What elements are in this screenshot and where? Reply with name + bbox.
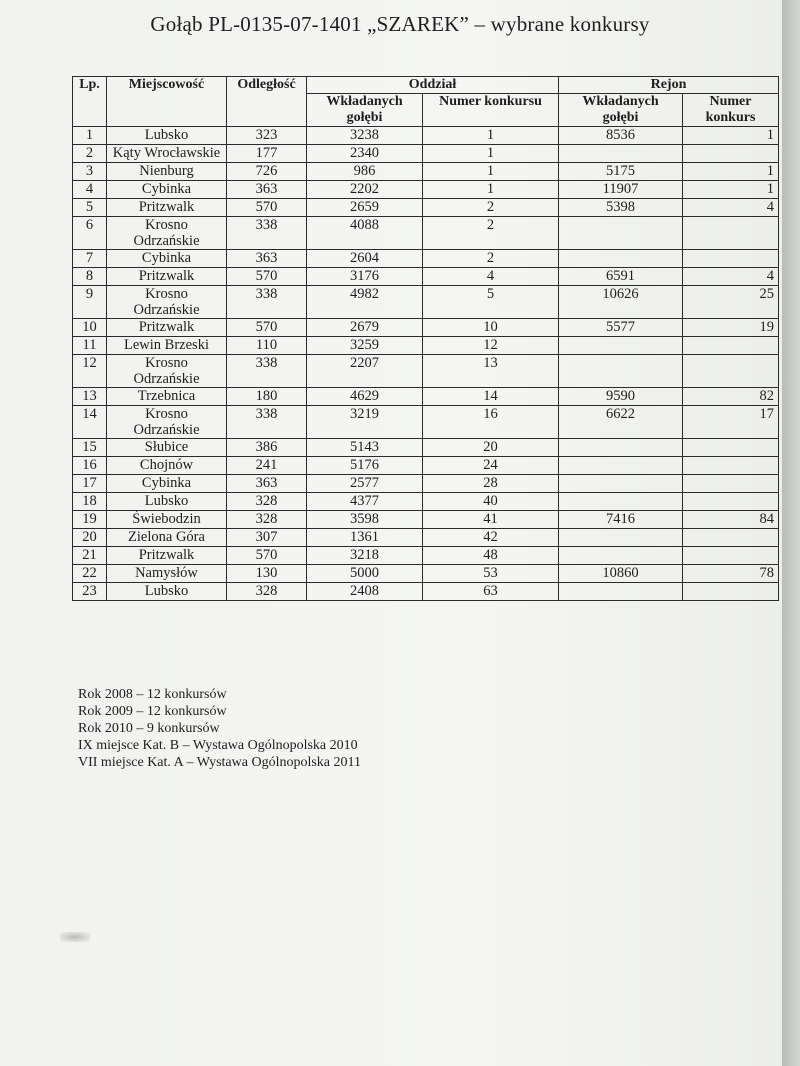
cell-birds: 1361 (307, 529, 423, 547)
cell-birds: 2604 (307, 250, 423, 268)
header-rejon-birds: Wkładanych gołębi (559, 94, 683, 127)
cell-distance: 338 (227, 406, 307, 439)
cell-rejon-contest-no: 17 (683, 406, 779, 439)
cell-place: Pritzwalk (107, 268, 227, 286)
cell-lp: 5 (73, 199, 107, 217)
table-row (73, 199, 779, 217)
cell-lp: 4 (73, 181, 107, 199)
cell-rejon-birds: 10860 (559, 565, 683, 583)
cell-contest-no: 1 (423, 145, 559, 163)
cell-contest-no: 63 (423, 583, 559, 601)
cell-rejon-contest-no: 1 (683, 163, 779, 181)
note-line: Rok 2009 – 12 konkursów (78, 704, 227, 719)
cell-rejon-birds (559, 337, 683, 355)
cell-rejon-birds (559, 250, 683, 268)
cell-rejon-contest-no (683, 439, 779, 457)
table-row (73, 511, 779, 529)
cell-contest-no: 1 (423, 181, 559, 199)
cell-place: Kąty Wrocławskie (107, 145, 227, 163)
cell-rejon-birds (559, 583, 683, 601)
cell-rejon-contest-no: 25 (683, 286, 779, 319)
cell-lp: 22 (73, 565, 107, 583)
cell-lp: 20 (73, 529, 107, 547)
cell-lp: 15 (73, 439, 107, 457)
cell-distance: 386 (227, 439, 307, 457)
header-birds: Wkładanych gołębi (307, 94, 423, 127)
table-row (73, 547, 779, 565)
cell-contest-no: 53 (423, 565, 559, 583)
cell-rejon-contest-no (683, 457, 779, 475)
cell-birds: 5000 (307, 565, 423, 583)
cell-rejon-contest-no (683, 250, 779, 268)
cell-distance: 110 (227, 337, 307, 355)
cell-rejon-contest-no: 19 (683, 319, 779, 337)
cell-lp: 23 (73, 583, 107, 601)
header-rejon: Rejon (559, 77, 779, 94)
cell-distance: 363 (227, 475, 307, 493)
cell-contest-no: 28 (423, 475, 559, 493)
cell-place: Cybinka (107, 181, 227, 199)
cell-contest-no: 20 (423, 439, 559, 457)
cell-distance: 180 (227, 388, 307, 406)
table-row (73, 493, 779, 511)
cell-birds: 2202 (307, 181, 423, 199)
header-place: Miejscowość (107, 77, 227, 127)
cell-lp: 7 (73, 250, 107, 268)
cell-rejon-birds: 10626 (559, 286, 683, 319)
cell-lp: 8 (73, 268, 107, 286)
cell-contest-no: 42 (423, 529, 559, 547)
header-contest-no: Numer konkursu (423, 94, 559, 127)
cell-birds: 3176 (307, 268, 423, 286)
cell-contest-no: 5 (423, 286, 559, 319)
cell-contest-no: 24 (423, 457, 559, 475)
cell-place: Pritzwalk (107, 547, 227, 565)
cell-rejon-contest-no (683, 529, 779, 547)
cell-rejon-contest-no (683, 355, 779, 388)
table-row (73, 145, 779, 163)
cell-rejon-contest-no: 82 (683, 388, 779, 406)
cell-rejon-birds (559, 439, 683, 457)
cell-rejon-birds: 9590 (559, 388, 683, 406)
cell-rejon-birds (559, 355, 683, 388)
cell-lp: 14 (73, 406, 107, 439)
cell-rejon-birds (559, 547, 683, 565)
note-line: Rok 2008 – 12 konkursów (78, 687, 227, 702)
cell-birds: 5143 (307, 439, 423, 457)
cell-distance: 307 (227, 529, 307, 547)
sheet-protector-edge (782, 0, 800, 1066)
cell-contest-no: 2 (423, 199, 559, 217)
cell-distance: 130 (227, 565, 307, 583)
cell-rejon-contest-no (683, 547, 779, 565)
cell-lp: 10 (73, 319, 107, 337)
cell-distance: 570 (227, 547, 307, 565)
cell-place: Pritzwalk (107, 319, 227, 337)
cell-distance: 323 (227, 127, 307, 145)
cell-distance: 570 (227, 268, 307, 286)
cell-place: Krosno Odrzańskie (107, 406, 227, 439)
cell-contest-no: 1 (423, 127, 559, 145)
cell-distance: 241 (227, 457, 307, 475)
page-title: Gołąb PL-0135-07-1401 „SZAREK” – wybrane konkursy (150, 12, 650, 36)
table-row (73, 355, 779, 388)
cell-rejon-contest-no: 84 (683, 511, 779, 529)
header-row-top (73, 77, 779, 94)
cell-rejon-birds (559, 493, 683, 511)
cell-place: Namysłów (107, 565, 227, 583)
table-row (73, 286, 779, 319)
cell-place: Lewin Brzeski (107, 337, 227, 355)
table-row (73, 181, 779, 199)
cell-lp: 2 (73, 145, 107, 163)
cell-lp: 16 (73, 457, 107, 475)
cell-birds: 2679 (307, 319, 423, 337)
cell-contest-no: 14 (423, 388, 559, 406)
cell-distance: 338 (227, 355, 307, 388)
header-distance: Odległość (227, 77, 307, 127)
cell-contest-no: 12 (423, 337, 559, 355)
cell-lp: 18 (73, 493, 107, 511)
cell-lp: 21 (73, 547, 107, 565)
cell-birds: 4377 (307, 493, 423, 511)
cell-rejon-birds (559, 145, 683, 163)
cell-lp: 11 (73, 337, 107, 355)
cell-contest-no: 1 (423, 163, 559, 181)
cell-lp: 13 (73, 388, 107, 406)
table-row (73, 163, 779, 181)
cell-place: Trzebnica (107, 388, 227, 406)
table-row (73, 457, 779, 475)
cell-rejon-birds: 6622 (559, 406, 683, 439)
cell-lp: 19 (73, 511, 107, 529)
ink-smudge (60, 932, 90, 942)
cell-birds: 2340 (307, 145, 423, 163)
cell-lp: 9 (73, 286, 107, 319)
table-row (73, 388, 779, 406)
cell-distance: 338 (227, 286, 307, 319)
cell-place: Świebodzin (107, 511, 227, 529)
results-table (72, 76, 779, 601)
table-row (73, 475, 779, 493)
note-line: VII miejsce Kat. A – Wystawa Ogólnopolska 2011 (78, 755, 362, 770)
cell-rejon-contest-no: 4 (683, 268, 779, 286)
cell-birds: 3259 (307, 337, 423, 355)
cell-rejon-contest-no: 1 (683, 127, 779, 145)
cell-rejon-contest-no (683, 337, 779, 355)
cell-rejon-contest-no: 1 (683, 181, 779, 199)
cell-place: Lubsko (107, 583, 227, 601)
cell-rejon-birds (559, 475, 683, 493)
cell-lp: 3 (73, 163, 107, 181)
table-row (73, 529, 779, 547)
table-row (73, 439, 779, 457)
cell-lp: 17 (73, 475, 107, 493)
cell-place: Cybinka (107, 250, 227, 268)
cell-birds: 3219 (307, 406, 423, 439)
header-lp: Lp. (73, 77, 107, 127)
cell-birds: 3218 (307, 547, 423, 565)
table-row (73, 217, 779, 250)
cell-contest-no: 40 (423, 493, 559, 511)
cell-place: Krosno Odrzańskie (107, 355, 227, 388)
table-row (73, 268, 779, 286)
cell-distance: 177 (227, 145, 307, 163)
cell-place: Słubice (107, 439, 227, 457)
table-row (73, 406, 779, 439)
cell-distance: 328 (227, 583, 307, 601)
cell-contest-no: 16 (423, 406, 559, 439)
table-row (73, 319, 779, 337)
cell-distance: 363 (227, 181, 307, 199)
cell-place: Krosno Odrzańskie (107, 286, 227, 319)
cell-contest-no: 41 (423, 511, 559, 529)
cell-birds: 2577 (307, 475, 423, 493)
cell-birds: 4629 (307, 388, 423, 406)
cell-place: Krosno Odrzańskie (107, 217, 227, 250)
cell-birds: 2207 (307, 355, 423, 388)
cell-contest-no: 10 (423, 319, 559, 337)
table-row (73, 565, 779, 583)
cell-contest-no: 2 (423, 217, 559, 250)
cell-rejon-birds (559, 457, 683, 475)
cell-place: Pritzwalk (107, 199, 227, 217)
cell-birds: 4088 (307, 217, 423, 250)
cell-distance: 570 (227, 199, 307, 217)
cell-birds: 3598 (307, 511, 423, 529)
cell-place: Nienburg (107, 163, 227, 181)
cell-birds: 4982 (307, 286, 423, 319)
cell-rejon-birds (559, 529, 683, 547)
notes-section (78, 686, 361, 771)
cell-rejon-birds: 5577 (559, 319, 683, 337)
cell-contest-no: 4 (423, 268, 559, 286)
table-row (73, 127, 779, 145)
cell-distance: 726 (227, 163, 307, 181)
cell-contest-no: 48 (423, 547, 559, 565)
cell-rejon-contest-no (683, 145, 779, 163)
cell-contest-no: 13 (423, 355, 559, 388)
cell-lp: 1 (73, 127, 107, 145)
cell-place: Chojnów (107, 457, 227, 475)
header-rejon-contest-no: Numer konkurs (683, 94, 779, 127)
cell-lp: 6 (73, 217, 107, 250)
cell-birds: 5176 (307, 457, 423, 475)
cell-distance: 363 (227, 250, 307, 268)
cell-rejon-birds: 11907 (559, 181, 683, 199)
cell-place: Lubsko (107, 493, 227, 511)
cell-rejon-birds: 7416 (559, 511, 683, 529)
cell-birds: 986 (307, 163, 423, 181)
cell-place: Zielona Góra (107, 529, 227, 547)
cell-rejon-birds: 6591 (559, 268, 683, 286)
cell-distance: 338 (227, 217, 307, 250)
note-line: IX miejsce Kat. B – Wystawa Ogólnopolska 2010 (78, 738, 358, 753)
cell-birds: 2659 (307, 199, 423, 217)
header-oddzial: Oddział (307, 77, 559, 94)
cell-rejon-contest-no (683, 583, 779, 601)
table-row (73, 583, 779, 601)
cell-rejon-birds (559, 217, 683, 250)
cell-rejon-contest-no (683, 475, 779, 493)
cell-rejon-contest-no: 78 (683, 565, 779, 583)
cell-birds: 2408 (307, 583, 423, 601)
cell-rejon-contest-no (683, 217, 779, 250)
table-row (73, 250, 779, 268)
cell-rejon-birds: 5398 (559, 199, 683, 217)
cell-place: Cybinka (107, 475, 227, 493)
cell-distance: 328 (227, 493, 307, 511)
cell-lp: 12 (73, 355, 107, 388)
cell-distance: 328 (227, 511, 307, 529)
cell-contest-no: 2 (423, 250, 559, 268)
cell-distance: 570 (227, 319, 307, 337)
cell-rejon-birds: 5175 (559, 163, 683, 181)
cell-rejon-birds: 8536 (559, 127, 683, 145)
cell-birds: 3238 (307, 127, 423, 145)
cell-rejon-contest-no: 4 (683, 199, 779, 217)
cell-rejon-contest-no (683, 493, 779, 511)
cell-place: Lubsko (107, 127, 227, 145)
note-line: Rok 2010 – 9 konkursów (78, 721, 220, 736)
table-row (73, 337, 779, 355)
